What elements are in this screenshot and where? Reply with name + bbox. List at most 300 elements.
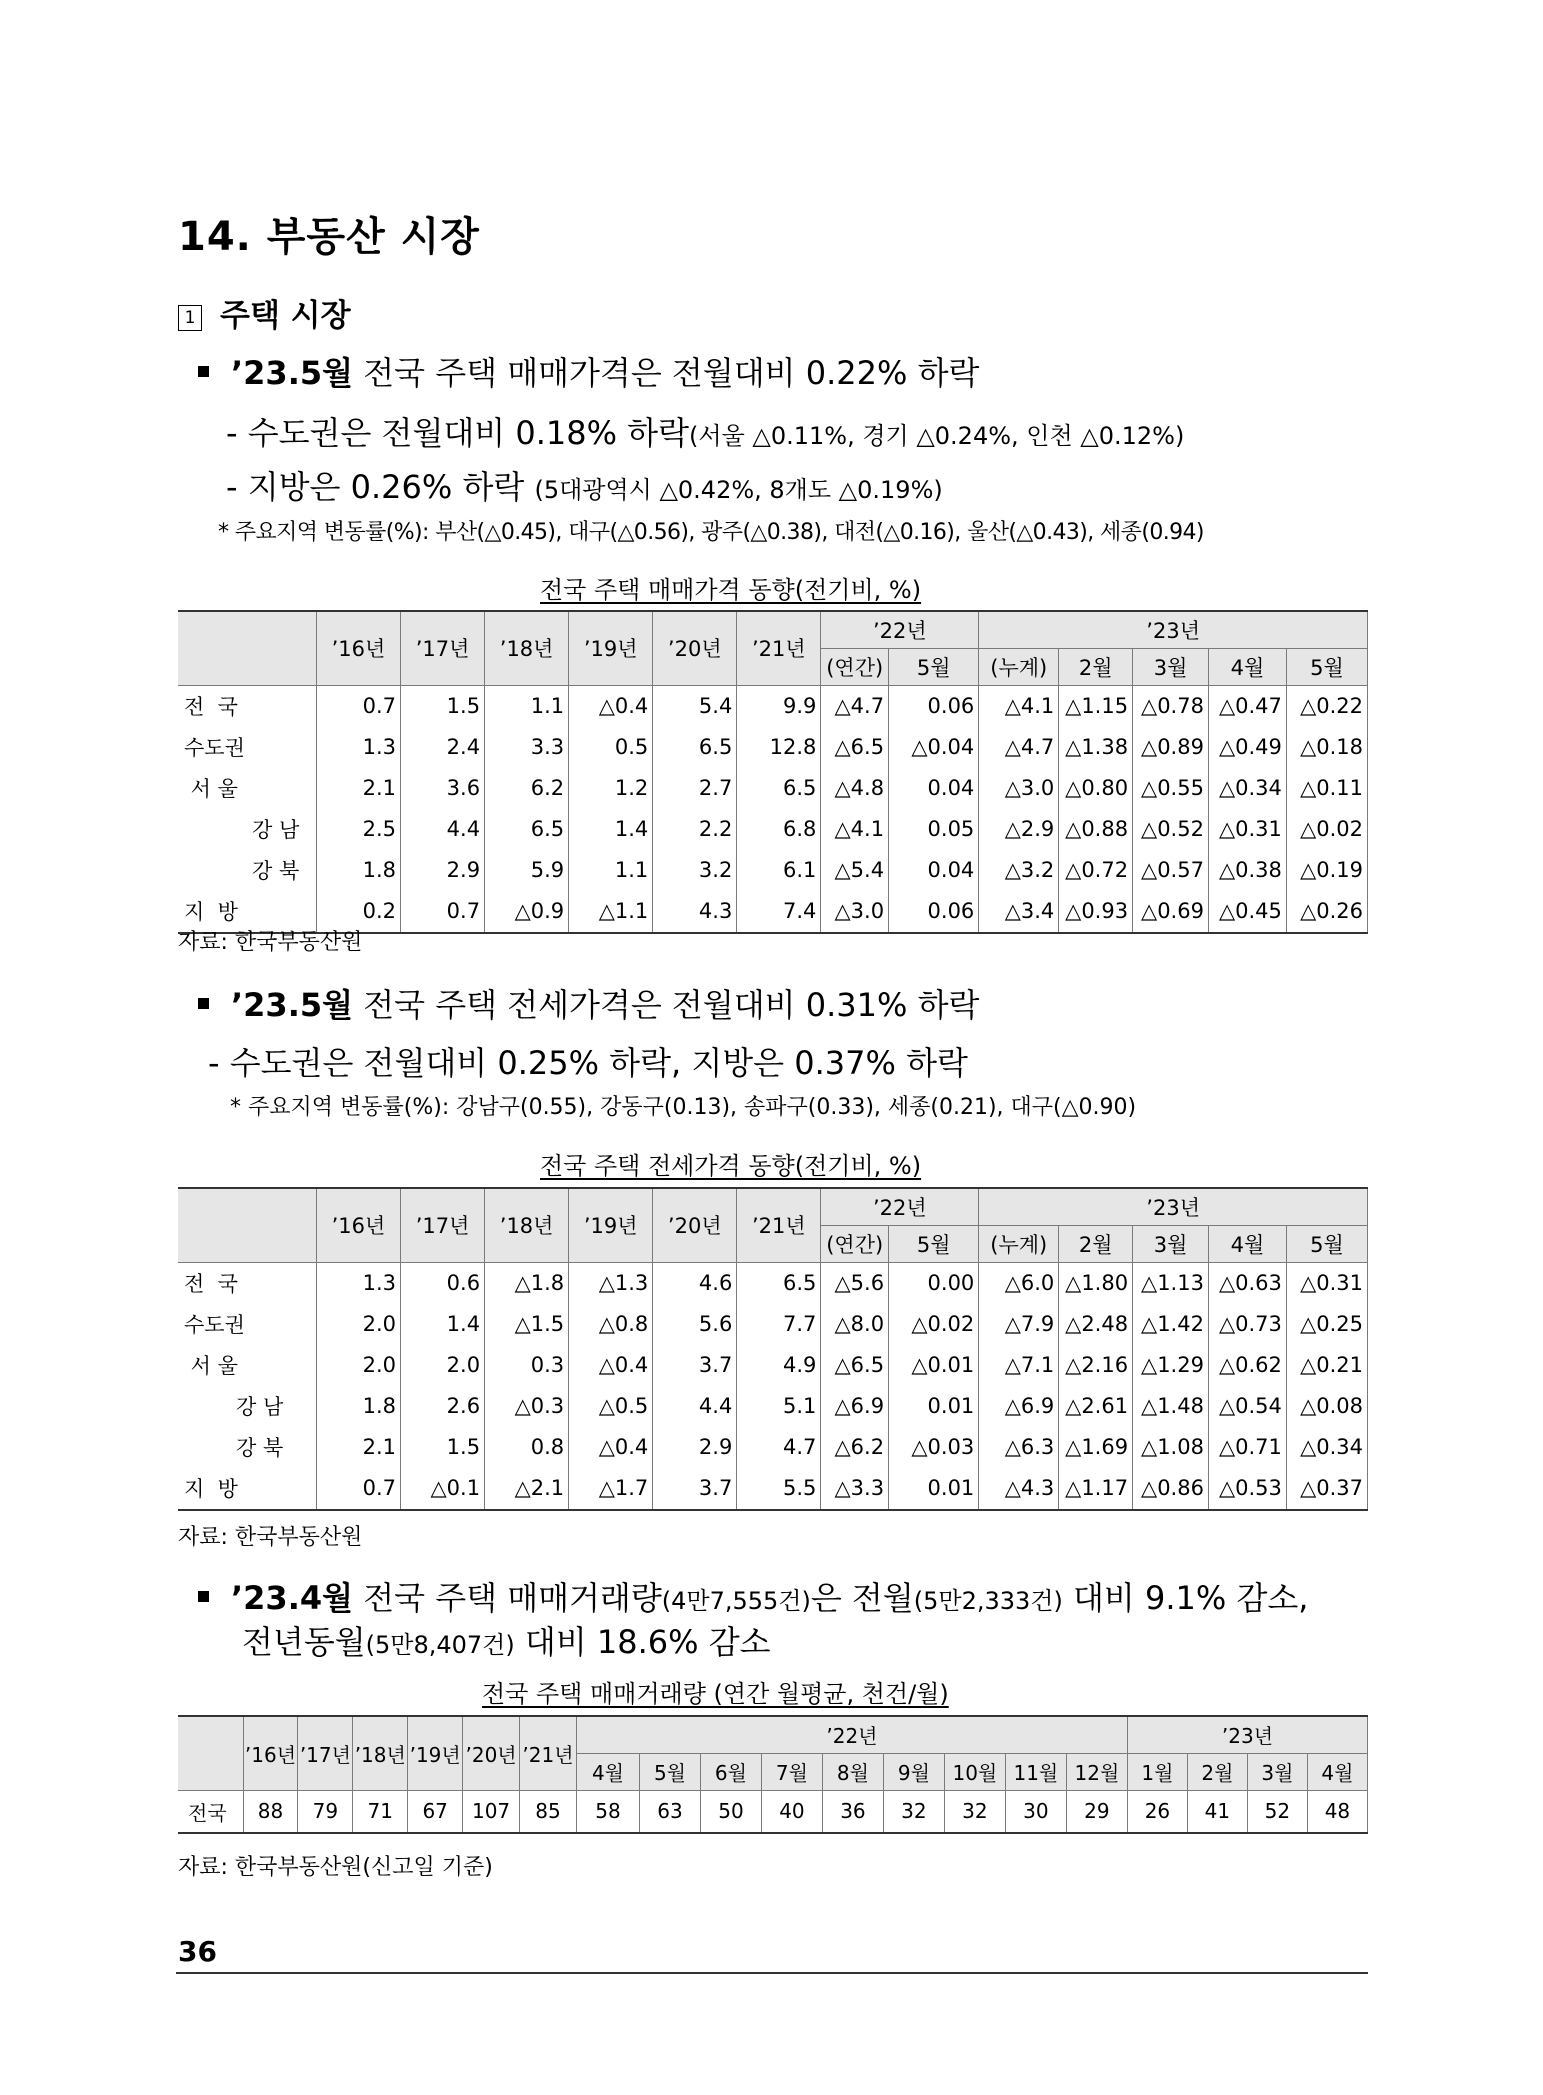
col-header: 12월 <box>1066 1753 1127 1790</box>
row-label: 수도권 <box>178 1304 316 1345</box>
sale-line2 <box>226 462 943 508</box>
row-label: 전국 <box>178 1790 243 1833</box>
table-cell: 0.8 <box>485 1427 569 1468</box>
jeonse-table-caption: 전국 주택 전세가격 동향(전기비, %) <box>540 1152 922 1180</box>
table-cell: 2.0 <box>316 1304 400 1345</box>
table-cell: 50 <box>700 1790 761 1833</box>
col-header: 4월 <box>576 1753 639 1790</box>
table-cell: △4.3 <box>979 1468 1059 1510</box>
table-cell: 3.7 <box>653 1468 737 1510</box>
table-cell: △8.0 <box>821 1304 889 1345</box>
row-label: 서 울 <box>178 768 316 809</box>
table-row <box>178 809 1368 850</box>
col-header: 7월 <box>761 1753 822 1790</box>
table-cell: 0.7 <box>401 891 485 933</box>
table-cell: △4.1 <box>821 809 889 850</box>
footer-rule <box>176 1972 1368 1974</box>
sale-headline-text: 전국 주택 매매가격은 전월대비 0.22% 하락 <box>363 354 980 392</box>
jeonse-headline <box>190 980 979 1026</box>
table-cell: △1.08 <box>1133 1427 1209 1468</box>
volume-table-body <box>178 1790 1368 1833</box>
table-cell: 4.3 <box>653 891 737 933</box>
col-header: ’20년 <box>463 1716 520 1790</box>
table-cell: 40 <box>761 1790 822 1833</box>
volume-headline-a: 전국 주택 매매거래량 <box>363 1579 662 1617</box>
table-cell: △0.80 <box>1059 768 1133 809</box>
col-group-header: ’22년 <box>576 1716 1127 1753</box>
table-cell: △0.71 <box>1208 1427 1286 1468</box>
table-cell: 0.01 <box>889 1468 979 1510</box>
volume-headline-date: ’23.4월 <box>231 1579 354 1617</box>
table-cell: △0.54 <box>1208 1386 1286 1427</box>
table-cell: △1.7 <box>569 1468 653 1510</box>
table-cell: 6.2 <box>485 768 569 809</box>
sale-headline <box>190 348 979 394</box>
sale-table-caption: 전국 주택 매매가격 동향(전기비, %) <box>540 576 922 604</box>
subsection-heading <box>178 290 351 335</box>
volume-table-caption: 전국 주택 매매거래량 (연간 월평균, 천건/월) <box>482 1680 949 1708</box>
volume-line2-detail: (5만8,407건) <box>365 1631 515 1659</box>
table-cell: 9.9 <box>737 685 821 727</box>
table-cell: △0.21 <box>1286 1345 1367 1386</box>
col-header: ’18년 <box>485 1188 569 1262</box>
table-cell: 36 <box>822 1790 883 1833</box>
volume-line2-a: 전년동월 <box>242 1623 366 1661</box>
table-cell: △0.02 <box>1286 809 1367 850</box>
table-cell: 2.1 <box>316 768 400 809</box>
table-cell: 1.3 <box>316 1262 400 1304</box>
row-label: 전 국 <box>178 685 316 727</box>
col-header: 3월 <box>1133 648 1209 685</box>
col-header: 5월 <box>889 1225 979 1262</box>
table-cell: 3.3 <box>485 727 569 768</box>
bullet-square-icon <box>198 1591 209 1602</box>
table-cell: △7.9 <box>979 1304 1059 1345</box>
col-header: 5월 <box>1286 1225 1367 1262</box>
table-cell: 32 <box>883 1790 944 1833</box>
volume-line2-b: 대비 18.6% 감소 <box>514 1623 771 1661</box>
table-cell: △0.31 <box>1286 1262 1367 1304</box>
table-cell: △0.37 <box>1286 1468 1367 1510</box>
volume-headline-a-detail: (4만7,555건) <box>661 1587 811 1615</box>
subsection-number: 1 <box>178 305 202 331</box>
table-cell: 1.2 <box>569 768 653 809</box>
table-cell: 107 <box>463 1790 520 1833</box>
col-header: ’19년 <box>569 1188 653 1262</box>
table-cell: 4.4 <box>653 1386 737 1427</box>
table-cell: △0.18 <box>1286 727 1367 768</box>
col-group-header: ’23년 <box>979 1188 1368 1225</box>
table-cell: △0.73 <box>1208 1304 1286 1345</box>
row-label: 강 남 <box>178 809 316 850</box>
table-cell: △2.16 <box>1059 1345 1133 1386</box>
sale-source: 자료: 한국부동산원 <box>178 930 363 955</box>
table-cell: △0.02 <box>889 1304 979 1345</box>
table-cell: 1.8 <box>316 850 400 891</box>
table-cell: 5.5 <box>737 1468 821 1510</box>
table-cell: 2.9 <box>653 1427 737 1468</box>
table-cell: △0.8 <box>569 1304 653 1345</box>
table-cell: △0.26 <box>1286 891 1367 933</box>
table-cell: △3.4 <box>979 891 1059 933</box>
col-header: ’20년 <box>653 1188 737 1262</box>
table-cell: 1.4 <box>401 1304 485 1345</box>
table-cell: △2.48 <box>1059 1304 1133 1345</box>
table-cell: △0.88 <box>1059 809 1133 850</box>
table-cell: △3.2 <box>979 850 1059 891</box>
col-header: 2월 <box>1187 1753 1247 1790</box>
table-cell: △0.1 <box>401 1468 485 1510</box>
sale-price-table <box>178 610 1368 934</box>
col-header: 5월 <box>889 648 979 685</box>
table-cell: 1.5 <box>401 1427 485 1468</box>
sale-line1-detail: (서울 △0.11%, 경기 △0.24%, 인천 △0.12%) <box>689 422 1185 450</box>
sale-line2-main: - 지방은 0.26% 하락 <box>226 468 525 506</box>
table-cell: △0.08 <box>1286 1386 1367 1427</box>
row-label: 전 국 <box>178 1262 316 1304</box>
table-cell: 2.2 <box>653 809 737 850</box>
row-header-corner <box>178 611 316 685</box>
table-cell: 88 <box>243 1790 298 1833</box>
table-cell: 12.8 <box>737 727 821 768</box>
table-cell: 5.1 <box>737 1386 821 1427</box>
col-header: 10월 <box>944 1753 1005 1790</box>
table-cell: △0.4 <box>569 685 653 727</box>
sale-line1 <box>226 408 1184 454</box>
table-cell: 63 <box>639 1790 700 1833</box>
table-row <box>178 1790 1368 1833</box>
table-cell: △1.17 <box>1059 1468 1133 1510</box>
col-header: (연간) <box>821 1225 889 1262</box>
table-cell: 1.1 <box>569 850 653 891</box>
table-cell: 58 <box>576 1790 639 1833</box>
col-group-header: ’22년 <box>821 1188 979 1225</box>
row-label: 지 방 <box>178 891 316 933</box>
col-header: ’21년 <box>737 1188 821 1262</box>
col-header: 5월 <box>1286 648 1367 685</box>
jeonse-headline-date: ’23.5월 <box>231 986 354 1024</box>
table-cell: △0.3 <box>485 1386 569 1427</box>
table-cell: △0.57 <box>1133 850 1209 891</box>
table-row <box>178 1262 1368 1304</box>
table-cell: △0.5 <box>569 1386 653 1427</box>
sale-headline-date: ’23.5월 <box>231 354 354 392</box>
table-cell: △1.48 <box>1133 1386 1209 1427</box>
jeonse-note: * 주요지역 변동률(%): 강남구(0.55), 강동구(0.13), 송파구(0.33), 세종(0.21), 대구(△0.90) <box>230 1095 1137 1120</box>
table-cell: △4.1 <box>979 685 1059 727</box>
table-cell: △3.0 <box>979 768 1059 809</box>
table-cell: △0.45 <box>1208 891 1286 933</box>
col-header: 4월 <box>1208 1225 1286 1262</box>
col-header: ’21년 <box>520 1716 577 1790</box>
sale-table-body <box>178 685 1368 933</box>
table-cell: △0.9 <box>485 891 569 933</box>
table-cell: △5.6 <box>821 1262 889 1304</box>
table-cell: 0.04 <box>889 850 979 891</box>
table-row <box>178 850 1368 891</box>
jeonse-headline-text: 전국 주택 전세가격은 전월대비 0.31% 하락 <box>363 986 980 1024</box>
table-cell: △0.63 <box>1208 1262 1286 1304</box>
row-label: 강 북 <box>178 1427 316 1468</box>
col-header: 5월 <box>639 1753 700 1790</box>
table-cell: 0.06 <box>889 685 979 727</box>
table-row <box>178 1468 1368 1510</box>
col-header: ’17년 <box>401 611 485 685</box>
table-cell: △6.5 <box>821 727 889 768</box>
table-cell: △0.55 <box>1133 768 1209 809</box>
sale-note: * 주요지역 변동률(%): 부산(△0.45), 대구(△0.56), 광주(△0.38), 대전(△0.16), 울산(△0.43), 세종(0.94) <box>218 520 1204 545</box>
volume-table <box>178 1715 1368 1834</box>
col-header: ’19년 <box>408 1716 463 1790</box>
table-cell: △0.69 <box>1133 891 1209 933</box>
table-row <box>178 1345 1368 1386</box>
table-cell: △1.3 <box>569 1262 653 1304</box>
table-cell: △0.25 <box>1286 1304 1367 1345</box>
table-cell: 1.3 <box>316 727 400 768</box>
col-header: ’16년 <box>316 611 400 685</box>
page-number: 36 <box>178 1935 217 1968</box>
table-cell: 32 <box>944 1790 1005 1833</box>
col-header: ’18년 <box>353 1716 408 1790</box>
table-cell: 29 <box>1066 1790 1127 1833</box>
table-cell: △6.0 <box>979 1262 1059 1304</box>
jeonse-source: 자료: 한국부동산원 <box>178 1525 363 1550</box>
col-header: ’16년 <box>316 1188 400 1262</box>
table-cell: △0.53 <box>1208 1468 1286 1510</box>
table-cell: △0.49 <box>1208 727 1286 768</box>
table-cell: △0.11 <box>1286 768 1367 809</box>
table-cell: △6.9 <box>979 1386 1059 1427</box>
row-label: 강 남 <box>178 1386 316 1427</box>
table-cell: 0.01 <box>889 1386 979 1427</box>
table-cell: △0.93 <box>1059 891 1133 933</box>
row-label: 수도권 <box>178 727 316 768</box>
table-cell: △3.0 <box>821 891 889 933</box>
table-cell: 0.7 <box>316 685 400 727</box>
table-cell: 2.9 <box>401 850 485 891</box>
col-header: 6월 <box>700 1753 761 1790</box>
col-header: 11월 <box>1005 1753 1066 1790</box>
subsection-title: 주택 시장 <box>220 298 351 334</box>
table-cell: 0.2 <box>316 891 400 933</box>
table-cell: 30 <box>1005 1790 1066 1833</box>
table-cell: 6.5 <box>653 727 737 768</box>
table-cell: 71 <box>353 1790 408 1833</box>
col-header: 2월 <box>1059 648 1133 685</box>
table-cell: △4.7 <box>979 727 1059 768</box>
table-cell: △4.7 <box>821 685 889 727</box>
col-header: ’17년 <box>298 1716 353 1790</box>
table-cell: △0.34 <box>1286 1427 1367 1468</box>
table-cell: △6.9 <box>821 1386 889 1427</box>
table-cell: △6.3 <box>979 1427 1059 1468</box>
table-cell: 1.1 <box>485 685 569 727</box>
col-header: ’20년 <box>653 611 737 685</box>
col-header: 8월 <box>822 1753 883 1790</box>
col-header: 4월 <box>1208 648 1286 685</box>
table-row <box>178 1304 1368 1345</box>
table-cell: 0.7 <box>316 1468 400 1510</box>
bullet-square-icon <box>198 366 209 377</box>
table-cell: 3.2 <box>653 850 737 891</box>
col-group-header: ’23년 <box>979 611 1368 648</box>
volume-headline-b-detail: (5만2,333건) <box>913 1587 1063 1615</box>
volume-headline <box>190 1573 1308 1619</box>
row-label: 강 북 <box>178 850 316 891</box>
table-cell: 0.5 <box>569 727 653 768</box>
jeonse-line1: - 수도권은 전월대비 0.25% 하락, 지방은 0.37% 하락 <box>208 1044 968 1082</box>
table-cell: 3.7 <box>653 1345 737 1386</box>
table-cell: 52 <box>1247 1790 1307 1833</box>
row-label: 지 방 <box>178 1468 316 1510</box>
table-cell: 5.9 <box>485 850 569 891</box>
table-cell: 0.06 <box>889 891 979 933</box>
table-cell: △3.3 <box>821 1468 889 1510</box>
row-header-corner <box>178 1188 316 1262</box>
table-cell: 6.5 <box>737 768 821 809</box>
table-cell: △0.01 <box>889 1345 979 1386</box>
table-cell: △1.1 <box>569 891 653 933</box>
col-header: (연간) <box>821 648 889 685</box>
table-cell: △0.89 <box>1133 727 1209 768</box>
table-cell: 6.5 <box>485 809 569 850</box>
col-header: 2월 <box>1059 1225 1133 1262</box>
table-cell: 0.05 <box>889 809 979 850</box>
table-cell: 85 <box>520 1790 577 1833</box>
col-header: ’19년 <box>569 611 653 685</box>
table-cell: △0.72 <box>1059 850 1133 891</box>
table-cell: 2.0 <box>316 1345 400 1386</box>
table-cell: △0.86 <box>1133 1468 1209 1510</box>
table-cell: 0.3 <box>485 1345 569 1386</box>
table-cell: △0.62 <box>1208 1345 1286 1386</box>
table-cell: △1.80 <box>1059 1262 1133 1304</box>
table-cell: △0.52 <box>1133 809 1209 850</box>
table-cell: △0.31 <box>1208 809 1286 850</box>
col-header: ’18년 <box>485 611 569 685</box>
col-header: 4월 <box>1307 1753 1367 1790</box>
table-cell: △2.61 <box>1059 1386 1133 1427</box>
table-cell: △1.29 <box>1133 1345 1209 1386</box>
table-cell: △0.38 <box>1208 850 1286 891</box>
table-cell: 6.5 <box>737 1262 821 1304</box>
table-cell: 5.6 <box>653 1304 737 1345</box>
table-cell: 79 <box>298 1790 353 1833</box>
table-row <box>178 1386 1368 1427</box>
row-header-corner <box>178 1716 243 1790</box>
table-cell: 7.7 <box>737 1304 821 1345</box>
table-cell: 2.4 <box>401 727 485 768</box>
volume-line2 <box>242 1617 771 1663</box>
table-row <box>178 685 1368 727</box>
bullet-square-icon <box>198 998 209 1009</box>
table-cell: △1.13 <box>1133 1262 1209 1304</box>
table-cell: 4.4 <box>401 809 485 850</box>
table-cell: △1.38 <box>1059 727 1133 768</box>
col-header: 9월 <box>883 1753 944 1790</box>
col-header: ’17년 <box>401 1188 485 1262</box>
table-row <box>178 1427 1368 1468</box>
volume-source: 자료: 한국부동산원(신고일 기준) <box>178 1855 493 1880</box>
table-cell: 6.8 <box>737 809 821 850</box>
volume-headline-c: 대비 9.1% 감소, <box>1062 1579 1309 1617</box>
table-cell: 67 <box>408 1790 463 1833</box>
table-cell: 2.1 <box>316 1427 400 1468</box>
table-cell: 3.6 <box>401 768 485 809</box>
jeonse-table-body <box>178 1262 1368 1510</box>
table-cell: △0.19 <box>1286 850 1367 891</box>
table-cell: 48 <box>1307 1790 1367 1833</box>
col-header: (누계) <box>979 648 1059 685</box>
table-cell: 2.0 <box>401 1345 485 1386</box>
table-cell: △5.4 <box>821 850 889 891</box>
table-cell: 6.1 <box>737 850 821 891</box>
table-cell: 2.6 <box>401 1386 485 1427</box>
table-cell: 2.5 <box>316 809 400 850</box>
col-header: 3월 <box>1247 1753 1307 1790</box>
table-cell: 0.04 <box>889 768 979 809</box>
col-group-header: ’23년 <box>1127 1716 1367 1753</box>
col-header: (누계) <box>979 1225 1059 1262</box>
table-cell: 4.6 <box>653 1262 737 1304</box>
table-cell: △0.04 <box>889 727 979 768</box>
table-cell: 1.4 <box>569 809 653 850</box>
table-cell: △6.5 <box>821 1345 889 1386</box>
table-cell: △0.4 <box>569 1345 653 1386</box>
jeonse-price-table <box>178 1187 1368 1511</box>
table-cell: △1.69 <box>1059 1427 1133 1468</box>
table-cell: △1.5 <box>485 1304 569 1345</box>
table-cell: △0.4 <box>569 1427 653 1468</box>
table-cell: 1.5 <box>401 685 485 727</box>
table-cell: 1.8 <box>316 1386 400 1427</box>
table-cell: △7.1 <box>979 1345 1059 1386</box>
table-row <box>178 768 1368 809</box>
col-header: 3월 <box>1133 1225 1209 1262</box>
table-cell: △0.03 <box>889 1427 979 1468</box>
table-cell: △0.78 <box>1133 685 1209 727</box>
table-cell: △1.42 <box>1133 1304 1209 1345</box>
section-title: 14. 부동산 시장 <box>178 214 480 260</box>
table-cell: △1.8 <box>485 1262 569 1304</box>
table-cell: △4.8 <box>821 768 889 809</box>
table-cell: 0.6 <box>401 1262 485 1304</box>
col-group-header: ’22년 <box>821 611 979 648</box>
table-cell: 4.9 <box>737 1345 821 1386</box>
table-cell: △2.1 <box>485 1468 569 1510</box>
table-row <box>178 727 1368 768</box>
sale-line2-detail: (5대광역시 △0.42%, 8개도 △0.19%) <box>534 476 943 504</box>
sale-line1-main: - 수도권은 전월대비 0.18% 하락 <box>226 414 690 452</box>
table-cell: △6.2 <box>821 1427 889 1468</box>
table-cell: 2.7 <box>653 768 737 809</box>
col-header: 1월 <box>1127 1753 1187 1790</box>
table-cell: 41 <box>1187 1790 1247 1833</box>
table-cell: 0.00 <box>889 1262 979 1304</box>
table-cell: △0.34 <box>1208 768 1286 809</box>
table-cell: △0.47 <box>1208 685 1286 727</box>
table-cell: 5.4 <box>653 685 737 727</box>
col-header: ’16년 <box>243 1716 298 1790</box>
table-cell: △2.9 <box>979 809 1059 850</box>
table-cell: △0.22 <box>1286 685 1367 727</box>
volume-headline-b: 은 전월 <box>810 1579 914 1617</box>
table-cell: 4.7 <box>737 1427 821 1468</box>
col-header: ’21년 <box>737 611 821 685</box>
table-cell: △1.15 <box>1059 685 1133 727</box>
table-cell: 7.4 <box>737 891 821 933</box>
table-cell: 26 <box>1127 1790 1187 1833</box>
